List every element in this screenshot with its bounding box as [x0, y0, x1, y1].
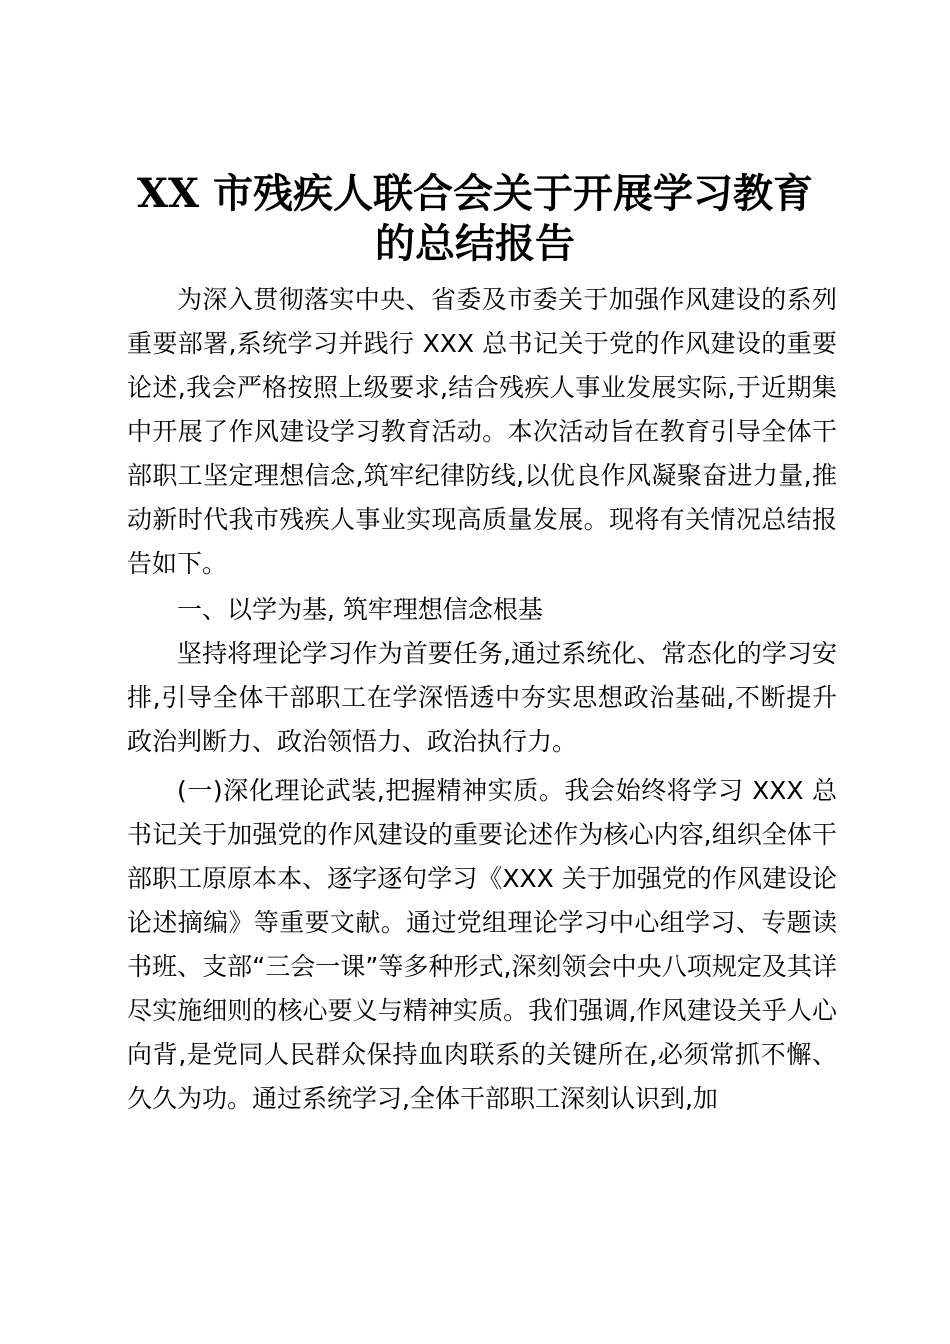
document-title-line-1: XX 市残疾人联合会关于开展学习教育 — [137, 170, 813, 217]
section-1-paragraph: 坚持将理论学习作为首要任务,通过系统化、常态化的学习安排,引导全体干部职工在学深悟透中夯实思想政治基础,不断提升政治判断力、政治领悟力、政治执行力。 — [127, 639, 837, 756]
section-heading-1: 一、以学为基, 筑牢理想信念根基 — [177, 595, 543, 624]
document-title-line-2: 的总结报告 — [375, 220, 575, 267]
intro-paragraph: 为深入贯彻落实中央、省委及市委关于加强作风建设的系列重要部署,系统学习并践行 XXX 总书记关于党的作风建设的重要论述,我会严格按照上级要求,结合残疾人事业发展实际,于近期集中开展了作风建设学习教育活动。本次活动旨在教育引导全体干部职工坚定理想信念,筑牢纪律防线,以优良作风凝聚奋进力量,推动新时代我市残疾人事业实现高质量发展。现将有关情况总结报告如下。 — [127, 285, 837, 578]
subsection-1-paragraph: (一)深化理论武装,把握精神实质。我会始终将学习 XXX 总书记关于加强党的作风建设的重要论述作为核心内容,组织全体干部职工原原本本、逐字逐句学习《XXX 关于加强党的作风建设论论述摘编》等重要文献。通过党组理论学习中心组学习、专题读书班、支部“三会一课”等多种形式,深刻领会中央八项规定及其详尽实施细则的核心要义与精神实质。我们强调,作风建设关乎人心向背,是党同人民群众保持血肉联系的关键所在,必须常抓不懈、久久为功。通过系统学习,全体干部职工深刻认识到,加 — [127, 776, 837, 1113]
